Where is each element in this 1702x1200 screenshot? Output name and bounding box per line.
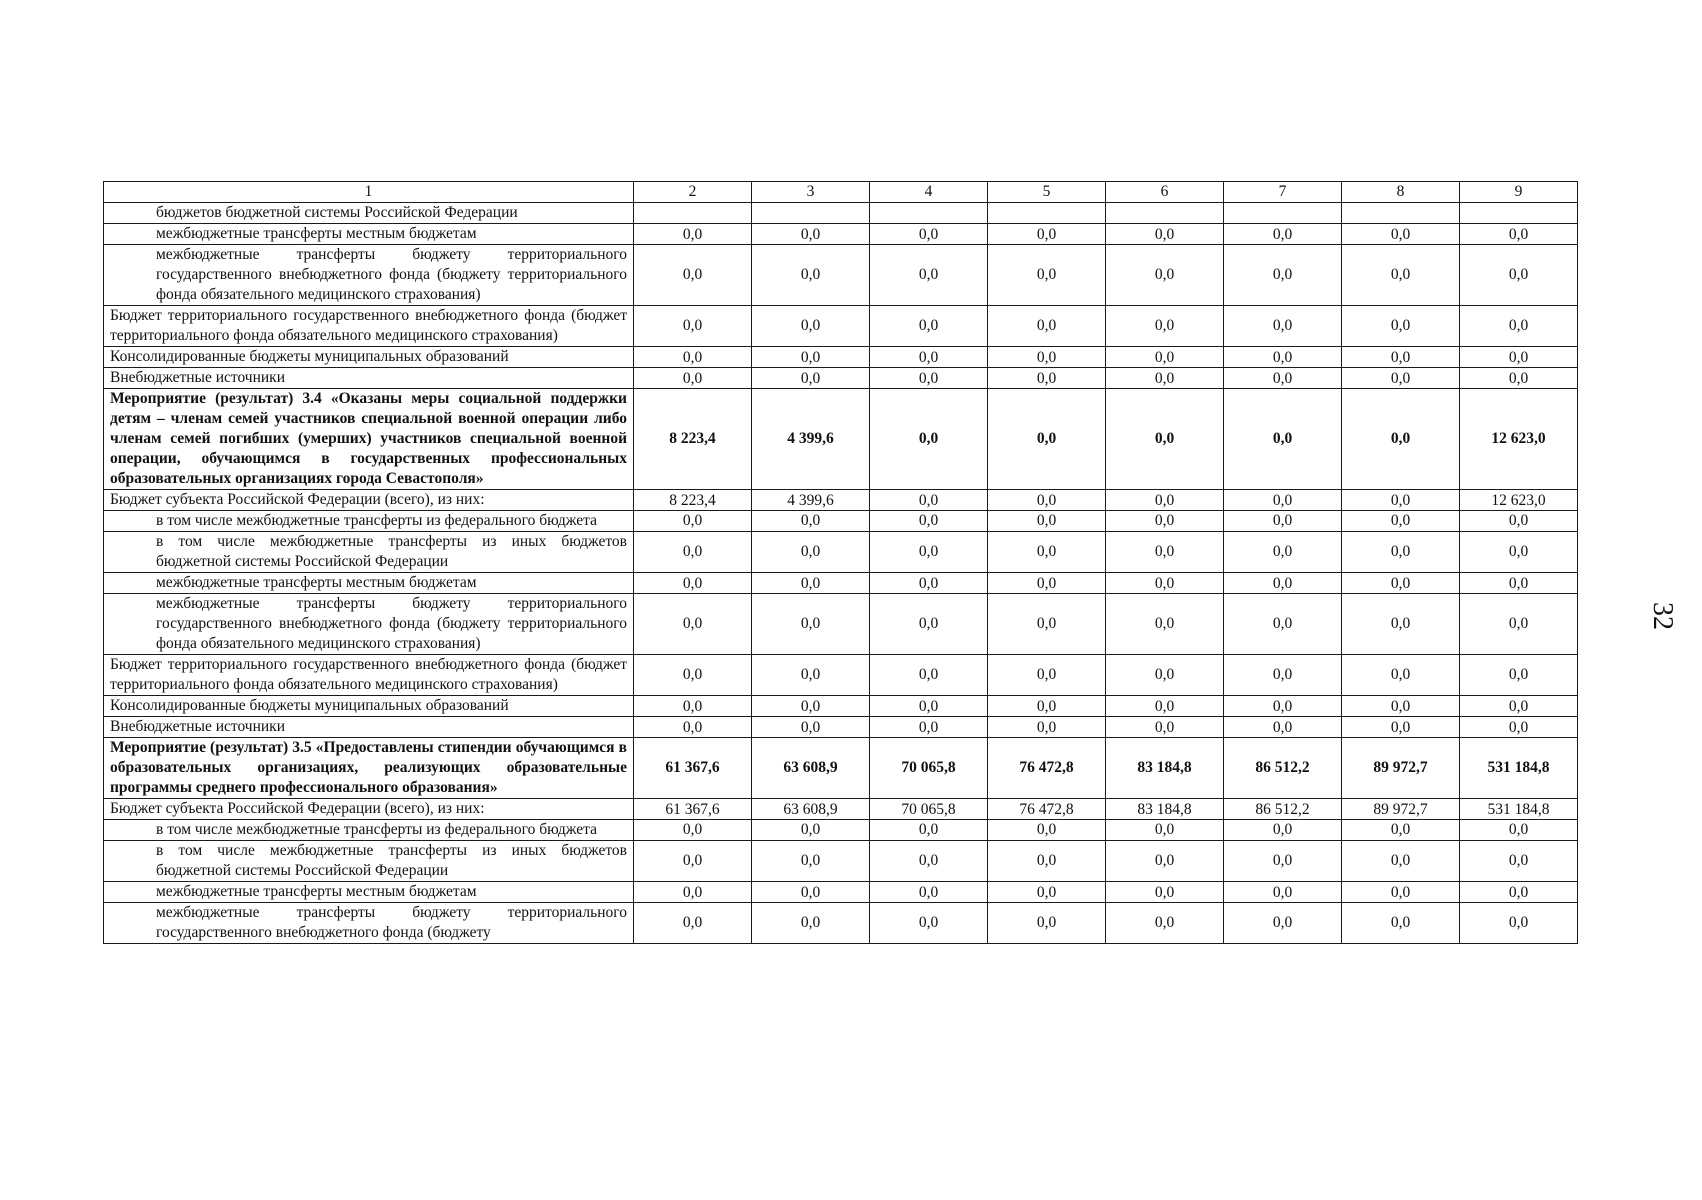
column-header-6: 6 bbox=[1106, 182, 1224, 203]
row-label: бюджетов бюджетной системы Российской Федерации bbox=[104, 203, 634, 224]
budget-table bbox=[103, 181, 1578, 944]
cell-value-col-6: 0,0 bbox=[1106, 490, 1224, 511]
cell-value-col-6: 0,0 bbox=[1106, 511, 1224, 532]
cell-value-col-2: 61 367,6 bbox=[634, 799, 752, 820]
cell-value-col-6: 0,0 bbox=[1106, 841, 1224, 882]
cell-value-col-4: 0,0 bbox=[870, 655, 988, 696]
cell-value-col-8: 0,0 bbox=[1342, 594, 1460, 655]
cell-value-col-5: 0,0 bbox=[988, 573, 1106, 594]
cell-value-col-3: 0,0 bbox=[752, 655, 870, 696]
cell-value-col-6: 83 184,8 bbox=[1106, 799, 1224, 820]
row-label: Мероприятие (результат) 3.5 «Предоставлены стипендии обучающимся в образовательных организациях, реализующих образовательные программы среднего профессионального образования» bbox=[104, 738, 634, 799]
cell-value-col-6: 0,0 bbox=[1106, 594, 1224, 655]
cell-value-col-4 bbox=[870, 203, 988, 224]
row-label: Консолидированные бюджеты муниципальных образований bbox=[104, 696, 634, 717]
row-label: в том числе межбюджетные трансферты из федерального бюджета bbox=[104, 511, 634, 532]
table-row bbox=[104, 882, 1578, 903]
cell-value-col-4: 0,0 bbox=[870, 820, 988, 841]
cell-value-col-9: 0,0 bbox=[1460, 655, 1578, 696]
cell-value-col-8: 89 972,7 bbox=[1342, 799, 1460, 820]
cell-value-col-3: 0,0 bbox=[752, 368, 870, 389]
table-row bbox=[104, 841, 1578, 882]
cell-value-col-4: 0,0 bbox=[870, 306, 988, 347]
row-label: межбюджетные трансферты местным бюджетам bbox=[104, 882, 634, 903]
cell-value-col-5: 0,0 bbox=[988, 594, 1106, 655]
cell-value-col-9: 531 184,8 bbox=[1460, 799, 1578, 820]
cell-value-col-6: 0,0 bbox=[1106, 306, 1224, 347]
cell-value-col-3: 0,0 bbox=[752, 841, 870, 882]
cell-value-col-7: 86 512,2 bbox=[1224, 799, 1342, 820]
cell-value-col-2: 0,0 bbox=[634, 368, 752, 389]
cell-value-col-4: 0,0 bbox=[870, 532, 988, 573]
table-body bbox=[104, 182, 1578, 944]
table-row bbox=[104, 696, 1578, 717]
cell-value-col-5: 0,0 bbox=[988, 347, 1106, 368]
cell-value-col-2: 0,0 bbox=[634, 717, 752, 738]
cell-value-col-7: 0,0 bbox=[1224, 389, 1342, 490]
cell-value-col-5: 0,0 bbox=[988, 490, 1106, 511]
cell-value-col-2: 0,0 bbox=[634, 696, 752, 717]
cell-value-col-4: 70 065,8 bbox=[870, 738, 988, 799]
table-row bbox=[104, 573, 1578, 594]
cell-value-col-2: 8 223,4 bbox=[634, 389, 752, 490]
cell-value-col-7: 0,0 bbox=[1224, 306, 1342, 347]
cell-value-col-7: 0,0 bbox=[1224, 573, 1342, 594]
cell-value-col-8: 0,0 bbox=[1342, 306, 1460, 347]
row-label: межбюджетные трансферты бюджету территориального государственного внебюджетного фонда (бюджету bbox=[104, 903, 634, 944]
cell-value-col-2: 8 223,4 bbox=[634, 490, 752, 511]
row-label: Консолидированные бюджеты муниципальных образований bbox=[104, 347, 634, 368]
row-label: в том числе межбюджетные трансферты из федерального бюджета bbox=[104, 820, 634, 841]
row-label: Бюджет территориального государственного внебюджетного фонда (бюджет территориального фонда обязательного медицинского страхования) bbox=[104, 655, 634, 696]
cell-value-col-4: 0,0 bbox=[870, 245, 988, 306]
row-label: межбюджетные трансферты бюджету территориального государственного внебюджетного фонда (бюджету территориального фонда обязательного медицинского страхования) bbox=[104, 245, 634, 306]
cell-value-col-3: 0,0 bbox=[752, 573, 870, 594]
cell-value-col-4: 0,0 bbox=[870, 594, 988, 655]
cell-value-col-5: 0,0 bbox=[988, 903, 1106, 944]
cell-value-col-8: 0,0 bbox=[1342, 820, 1460, 841]
table-row bbox=[104, 306, 1578, 347]
cell-value-col-5: 76 472,8 bbox=[988, 738, 1106, 799]
cell-value-col-5 bbox=[988, 203, 1106, 224]
cell-value-col-5: 0,0 bbox=[988, 841, 1106, 882]
cell-value-col-4: 0,0 bbox=[870, 841, 988, 882]
row-label: Бюджет территориального государственного внебюджетного фонда (бюджет территориального фонда обязательного медицинского страхования) bbox=[104, 306, 634, 347]
cell-value-col-3: 0,0 bbox=[752, 532, 870, 573]
table-row-measure bbox=[104, 389, 1578, 490]
cell-value-col-6: 0,0 bbox=[1106, 903, 1224, 944]
cell-value-col-3: 0,0 bbox=[752, 717, 870, 738]
cell-value-col-7: 0,0 bbox=[1224, 490, 1342, 511]
cell-value-col-9: 0,0 bbox=[1460, 820, 1578, 841]
cell-value-col-4: 0,0 bbox=[870, 389, 988, 490]
cell-value-col-5: 0,0 bbox=[988, 368, 1106, 389]
cell-value-col-9: 0,0 bbox=[1460, 368, 1578, 389]
cell-value-col-6: 0,0 bbox=[1106, 347, 1224, 368]
table-row bbox=[104, 820, 1578, 841]
cell-value-col-5: 0,0 bbox=[988, 306, 1106, 347]
cell-value-col-4: 0,0 bbox=[870, 224, 988, 245]
cell-value-col-3: 4 399,6 bbox=[752, 389, 870, 490]
row-label: межбюджетные трансферты бюджету территориального государственного внебюджетного фонда (бюджету территориального фонда обязательного медицинского страхования) bbox=[104, 594, 634, 655]
column-header-2: 2 bbox=[634, 182, 752, 203]
cell-value-col-2: 0,0 bbox=[634, 655, 752, 696]
cell-value-col-7: 0,0 bbox=[1224, 841, 1342, 882]
table-row bbox=[104, 532, 1578, 573]
table-row bbox=[104, 594, 1578, 655]
cell-value-col-9: 531 184,8 bbox=[1460, 738, 1578, 799]
cell-value-col-3: 63 608,9 bbox=[752, 738, 870, 799]
column-header-7: 7 bbox=[1224, 182, 1342, 203]
cell-value-col-6: 0,0 bbox=[1106, 717, 1224, 738]
cell-value-col-9: 0,0 bbox=[1460, 594, 1578, 655]
table-row bbox=[104, 347, 1578, 368]
table-row bbox=[104, 368, 1578, 389]
cell-value-col-7 bbox=[1224, 203, 1342, 224]
cell-value-col-9: 0,0 bbox=[1460, 841, 1578, 882]
column-header-3: 3 bbox=[752, 182, 870, 203]
cell-value-col-8: 0,0 bbox=[1342, 573, 1460, 594]
cell-value-col-3: 0,0 bbox=[752, 696, 870, 717]
cell-value-col-8: 0,0 bbox=[1342, 347, 1460, 368]
cell-value-col-3: 0,0 bbox=[752, 903, 870, 944]
cell-value-col-2: 0,0 bbox=[634, 841, 752, 882]
cell-value-col-7: 0,0 bbox=[1224, 594, 1342, 655]
cell-value-col-8: 0,0 bbox=[1342, 532, 1460, 573]
cell-value-col-8: 0,0 bbox=[1342, 903, 1460, 944]
cell-value-col-7: 0,0 bbox=[1224, 903, 1342, 944]
cell-value-col-8: 89 972,7 bbox=[1342, 738, 1460, 799]
cell-value-col-6: 0,0 bbox=[1106, 368, 1224, 389]
cell-value-col-7: 0,0 bbox=[1224, 820, 1342, 841]
table-row bbox=[104, 490, 1578, 511]
cell-value-col-4: 70 065,8 bbox=[870, 799, 988, 820]
cell-value-col-3: 0,0 bbox=[752, 306, 870, 347]
cell-value-col-2: 0,0 bbox=[634, 511, 752, 532]
row-label: межбюджетные трансферты местным бюджетам bbox=[104, 573, 634, 594]
cell-value-col-3: 0,0 bbox=[752, 224, 870, 245]
cell-value-col-7: 0,0 bbox=[1224, 655, 1342, 696]
table-row bbox=[104, 224, 1578, 245]
row-label: Внебюджетные источники bbox=[104, 368, 634, 389]
cell-value-col-9 bbox=[1460, 203, 1578, 224]
cell-value-col-5: 0,0 bbox=[988, 389, 1106, 490]
cell-value-col-7: 0,0 bbox=[1224, 224, 1342, 245]
table-row bbox=[104, 655, 1578, 696]
cell-value-col-2: 0,0 bbox=[634, 306, 752, 347]
table-row-measure bbox=[104, 738, 1578, 799]
cell-value-col-2: 0,0 bbox=[634, 245, 752, 306]
row-label: межбюджетные трансферты местным бюджетам bbox=[104, 224, 634, 245]
column-header-1: 1 bbox=[104, 182, 634, 203]
cell-value-col-2: 0,0 bbox=[634, 882, 752, 903]
cell-value-col-9: 0,0 bbox=[1460, 573, 1578, 594]
cell-value-col-9: 0,0 bbox=[1460, 717, 1578, 738]
cell-value-col-4: 0,0 bbox=[870, 717, 988, 738]
cell-value-col-6: 83 184,8 bbox=[1106, 738, 1224, 799]
column-header-4: 4 bbox=[870, 182, 988, 203]
cell-value-col-8: 0,0 bbox=[1342, 224, 1460, 245]
cell-value-col-6: 0,0 bbox=[1106, 573, 1224, 594]
cell-value-col-8: 0,0 bbox=[1342, 655, 1460, 696]
cell-value-col-2: 0,0 bbox=[634, 594, 752, 655]
cell-value-col-7: 0,0 bbox=[1224, 347, 1342, 368]
table-row bbox=[104, 903, 1578, 944]
row-label: в том числе межбюджетные трансферты из иных бюджетов бюджетной системы Российской Федерации bbox=[104, 532, 634, 573]
cell-value-col-8: 0,0 bbox=[1342, 882, 1460, 903]
row-label: Мероприятие (результат) 3.4 «Оказаны меры социальной поддержки детям – членам семей участников специальной военной операции либо членам семей погибших (умерших) участников специальной военной операции, обучающимся в государственных профессиональных образовательных организациях города Севастополя» bbox=[104, 389, 634, 490]
cell-value-col-9: 0,0 bbox=[1460, 696, 1578, 717]
cell-value-col-6: 0,0 bbox=[1106, 882, 1224, 903]
cell-value-col-2: 61 367,6 bbox=[634, 738, 752, 799]
cell-value-col-3: 0,0 bbox=[752, 882, 870, 903]
cell-value-col-2: 0,0 bbox=[634, 573, 752, 594]
cell-value-col-7: 0,0 bbox=[1224, 717, 1342, 738]
cell-value-col-4: 0,0 bbox=[870, 490, 988, 511]
cell-value-col-9: 12 623,0 bbox=[1460, 490, 1578, 511]
cell-value-col-7: 0,0 bbox=[1224, 511, 1342, 532]
cell-value-col-3: 0,0 bbox=[752, 245, 870, 306]
cell-value-col-6: 0,0 bbox=[1106, 532, 1224, 573]
cell-value-col-3: 0,0 bbox=[752, 594, 870, 655]
table-header-row bbox=[104, 182, 1578, 203]
cell-value-col-5: 0,0 bbox=[988, 655, 1106, 696]
cell-value-col-3: 0,0 bbox=[752, 511, 870, 532]
cell-value-col-6: 0,0 bbox=[1106, 655, 1224, 696]
cell-value-col-2: 0,0 bbox=[634, 903, 752, 944]
cell-value-col-7: 0,0 bbox=[1224, 245, 1342, 306]
cell-value-col-5: 76 472,8 bbox=[988, 799, 1106, 820]
cell-value-col-9: 0,0 bbox=[1460, 511, 1578, 532]
page-number: 32 bbox=[1647, 602, 1678, 630]
cell-value-col-4: 0,0 bbox=[870, 903, 988, 944]
row-label: Внебюджетные источники bbox=[104, 717, 634, 738]
cell-value-col-9: 0,0 bbox=[1460, 224, 1578, 245]
cell-value-col-9: 0,0 bbox=[1460, 882, 1578, 903]
column-header-5: 5 bbox=[988, 182, 1106, 203]
table-row bbox=[104, 511, 1578, 532]
cell-value-col-8 bbox=[1342, 203, 1460, 224]
cell-value-col-9: 0,0 bbox=[1460, 347, 1578, 368]
cell-value-col-9: 12 623,0 bbox=[1460, 389, 1578, 490]
cell-value-col-6: 0,0 bbox=[1106, 245, 1224, 306]
cell-value-col-7: 0,0 bbox=[1224, 368, 1342, 389]
table-row bbox=[104, 717, 1578, 738]
column-header-9: 9 bbox=[1460, 182, 1578, 203]
cell-value-col-3: 63 608,9 bbox=[752, 799, 870, 820]
cell-value-col-8: 0,0 bbox=[1342, 368, 1460, 389]
cell-value-col-2: 0,0 bbox=[634, 820, 752, 841]
column-header-8: 8 bbox=[1342, 182, 1460, 203]
cell-value-col-7: 86 512,2 bbox=[1224, 738, 1342, 799]
table-row bbox=[104, 799, 1578, 820]
cell-value-col-8: 0,0 bbox=[1342, 511, 1460, 532]
cell-value-col-9: 0,0 bbox=[1460, 306, 1578, 347]
cell-value-col-9: 0,0 bbox=[1460, 245, 1578, 306]
cell-value-col-2 bbox=[634, 203, 752, 224]
cell-value-col-5: 0,0 bbox=[988, 696, 1106, 717]
cell-value-col-7: 0,0 bbox=[1224, 882, 1342, 903]
cell-value-col-3: 0,0 bbox=[752, 820, 870, 841]
cell-value-col-8: 0,0 bbox=[1342, 696, 1460, 717]
row-label: Бюджет субъекта Российской Федерации (всего), из них: bbox=[104, 799, 634, 820]
cell-value-col-7: 0,0 bbox=[1224, 696, 1342, 717]
cell-value-col-4: 0,0 bbox=[870, 511, 988, 532]
cell-value-col-6: 0,0 bbox=[1106, 696, 1224, 717]
cell-value-col-3: 4 399,6 bbox=[752, 490, 870, 511]
cell-value-col-2: 0,0 bbox=[634, 532, 752, 573]
cell-value-col-8: 0,0 bbox=[1342, 717, 1460, 738]
table-row bbox=[104, 203, 1578, 224]
cell-value-col-4: 0,0 bbox=[870, 696, 988, 717]
cell-value-col-5: 0,0 bbox=[988, 820, 1106, 841]
table-row bbox=[104, 245, 1578, 306]
cell-value-col-3 bbox=[752, 203, 870, 224]
cell-value-col-9: 0,0 bbox=[1460, 532, 1578, 573]
cell-value-col-4: 0,0 bbox=[870, 882, 988, 903]
cell-value-col-2: 0,0 bbox=[634, 224, 752, 245]
cell-value-col-5: 0,0 bbox=[988, 717, 1106, 738]
cell-value-col-7: 0,0 bbox=[1224, 532, 1342, 573]
cell-value-col-8: 0,0 bbox=[1342, 245, 1460, 306]
cell-value-col-2: 0,0 bbox=[634, 347, 752, 368]
cell-value-col-4: 0,0 bbox=[870, 573, 988, 594]
cell-value-col-5: 0,0 bbox=[988, 532, 1106, 573]
cell-value-col-9: 0,0 bbox=[1460, 903, 1578, 944]
cell-value-col-6: 0,0 bbox=[1106, 820, 1224, 841]
cell-value-col-6 bbox=[1106, 203, 1224, 224]
cell-value-col-8: 0,0 bbox=[1342, 490, 1460, 511]
cell-value-col-8: 0,0 bbox=[1342, 389, 1460, 490]
row-label: в том числе межбюджетные трансферты из иных бюджетов бюджетной системы Российской Федерации bbox=[104, 841, 634, 882]
cell-value-col-5: 0,0 bbox=[988, 511, 1106, 532]
cell-value-col-5: 0,0 bbox=[988, 224, 1106, 245]
cell-value-col-4: 0,0 bbox=[870, 368, 988, 389]
cell-value-col-3: 0,0 bbox=[752, 347, 870, 368]
cell-value-col-4: 0,0 bbox=[870, 347, 988, 368]
cell-value-col-5: 0,0 bbox=[988, 882, 1106, 903]
cell-value-col-6: 0,0 bbox=[1106, 224, 1224, 245]
cell-value-col-8: 0,0 bbox=[1342, 841, 1460, 882]
cell-value-col-6: 0,0 bbox=[1106, 389, 1224, 490]
cell-value-col-5: 0,0 bbox=[988, 245, 1106, 306]
row-label: Бюджет субъекта Российской Федерации (всего), из них: bbox=[104, 490, 634, 511]
